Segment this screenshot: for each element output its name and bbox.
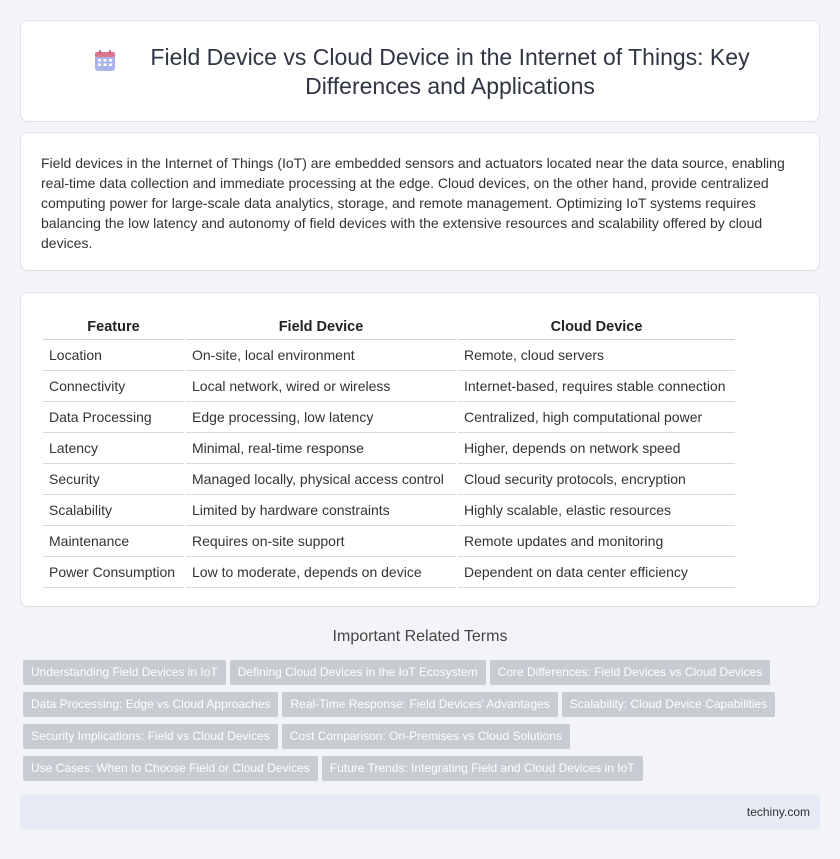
header-cloud-device: Cloud Device: [457, 315, 735, 339]
header-feature: Feature: [43, 315, 185, 339]
cell-field-device: Minimal, real-time response: [185, 432, 457, 463]
intro-card: [20, 132, 820, 271]
cell-cloud-device: Dependent on data center efficiency: [457, 556, 735, 587]
related-term-tag[interactable]: Cost Comparison: On-Premises vs Cloud Solutions: [282, 724, 570, 749]
related-term-tag[interactable]: Security Implications: Field vs Cloud Devices: [23, 724, 278, 749]
cell-cloud-device: Cloud security protocols, encryption: [457, 463, 735, 494]
comparison-card: [20, 292, 820, 607]
related-term-tag[interactable]: Scalability: Cloud Device Capabilities: [562, 692, 775, 717]
cell-field-device: Limited by hardware constraints: [185, 494, 457, 525]
cell-field-device: On-site, local environment: [185, 339, 457, 370]
cell-feature: Security: [43, 463, 185, 494]
table-row: [43, 401, 735, 432]
table-header-row: [43, 315, 735, 339]
footer: [20, 795, 820, 829]
cell-feature: Maintenance: [43, 525, 185, 556]
cell-cloud-device: Higher, depends on network speed: [457, 432, 735, 463]
header-field-device: Field Device: [185, 315, 457, 339]
cell-feature: Connectivity: [43, 370, 185, 401]
table-row: [43, 370, 735, 401]
cell-field-device: Requires on-site support: [185, 525, 457, 556]
cell-feature: Latency: [43, 432, 185, 463]
related-terms-list: [23, 660, 813, 788]
footer-site-name: techiny.com: [746, 805, 810, 819]
cell-feature: Power Consumption: [43, 556, 185, 587]
related-term-tag[interactable]: Core Differences: Field Devices vs Cloud Devices: [490, 660, 771, 685]
cell-feature: Data Processing: [43, 401, 185, 432]
related-term-tag[interactable]: Use Cases: When to Choose Field or Cloud Devices: [23, 756, 318, 781]
table-row: [43, 494, 735, 525]
intro-paragraph: Field devices in the Internet of Things (IoT) are embedded sensors and actuators located near the data source, enabling real-time data collection and immediate processing at the edge. Cloud devices, on the other hand, provide centralized computing power for large-scale data analytics, storage, and remote management. Optimizing IoT systems requires balancing the low latency and autonomy of field devices with the extensive resources and scalability offered by cloud devices.: [41, 155, 785, 251]
tag-row: [23, 692, 813, 724]
cell-feature: Scalability: [43, 494, 185, 525]
related-term-tag[interactable]: Future Trends: Integrating Field and Cloud Devices in IoT: [322, 756, 643, 781]
cell-field-device: Low to moderate, depends on device: [185, 556, 457, 587]
table-row: [43, 463, 735, 494]
cell-field-device: Managed locally, physical access control: [185, 463, 457, 494]
related-terms-heading: Important Related Terms: [332, 628, 508, 645]
cell-cloud-device: Centralized, high computational power: [457, 401, 735, 432]
tag-row: [23, 756, 813, 788]
table-body: [43, 339, 735, 587]
table-row: [43, 339, 735, 370]
title-card: [20, 20, 820, 122]
cell-feature: Location: [43, 339, 185, 370]
table-row: [43, 432, 735, 463]
related-term-tag[interactable]: Understanding Field Devices in IoT: [23, 660, 226, 685]
cell-cloud-device: Highly scalable, elastic resources: [457, 494, 735, 525]
cell-cloud-device: Remote updates and monitoring: [457, 525, 735, 556]
cell-cloud-device: Remote, cloud servers: [457, 339, 735, 370]
related-term-tag[interactable]: Defining Cloud Devices in the IoT Ecosystem: [230, 660, 486, 685]
related-term-tag[interactable]: Real-Time Response: Field Devices' Advantages: [282, 692, 557, 717]
cell-cloud-device: Internet-based, requires stable connection: [457, 370, 735, 401]
cell-field-device: Edge processing, low latency: [185, 401, 457, 432]
tag-row: [23, 724, 813, 756]
page-title: Field Device vs Cloud Device in the Internet of Things: Key Differences and Applications: [150, 44, 750, 99]
related-term-tag[interactable]: Data Processing: Edge vs Cloud Approaches: [23, 692, 278, 717]
comparison-table: [43, 315, 735, 588]
cell-field-device: Local network, wired or wireless: [185, 370, 457, 401]
table-row: [43, 525, 735, 556]
table-row: [43, 556, 735, 587]
tag-row: [23, 660, 813, 692]
